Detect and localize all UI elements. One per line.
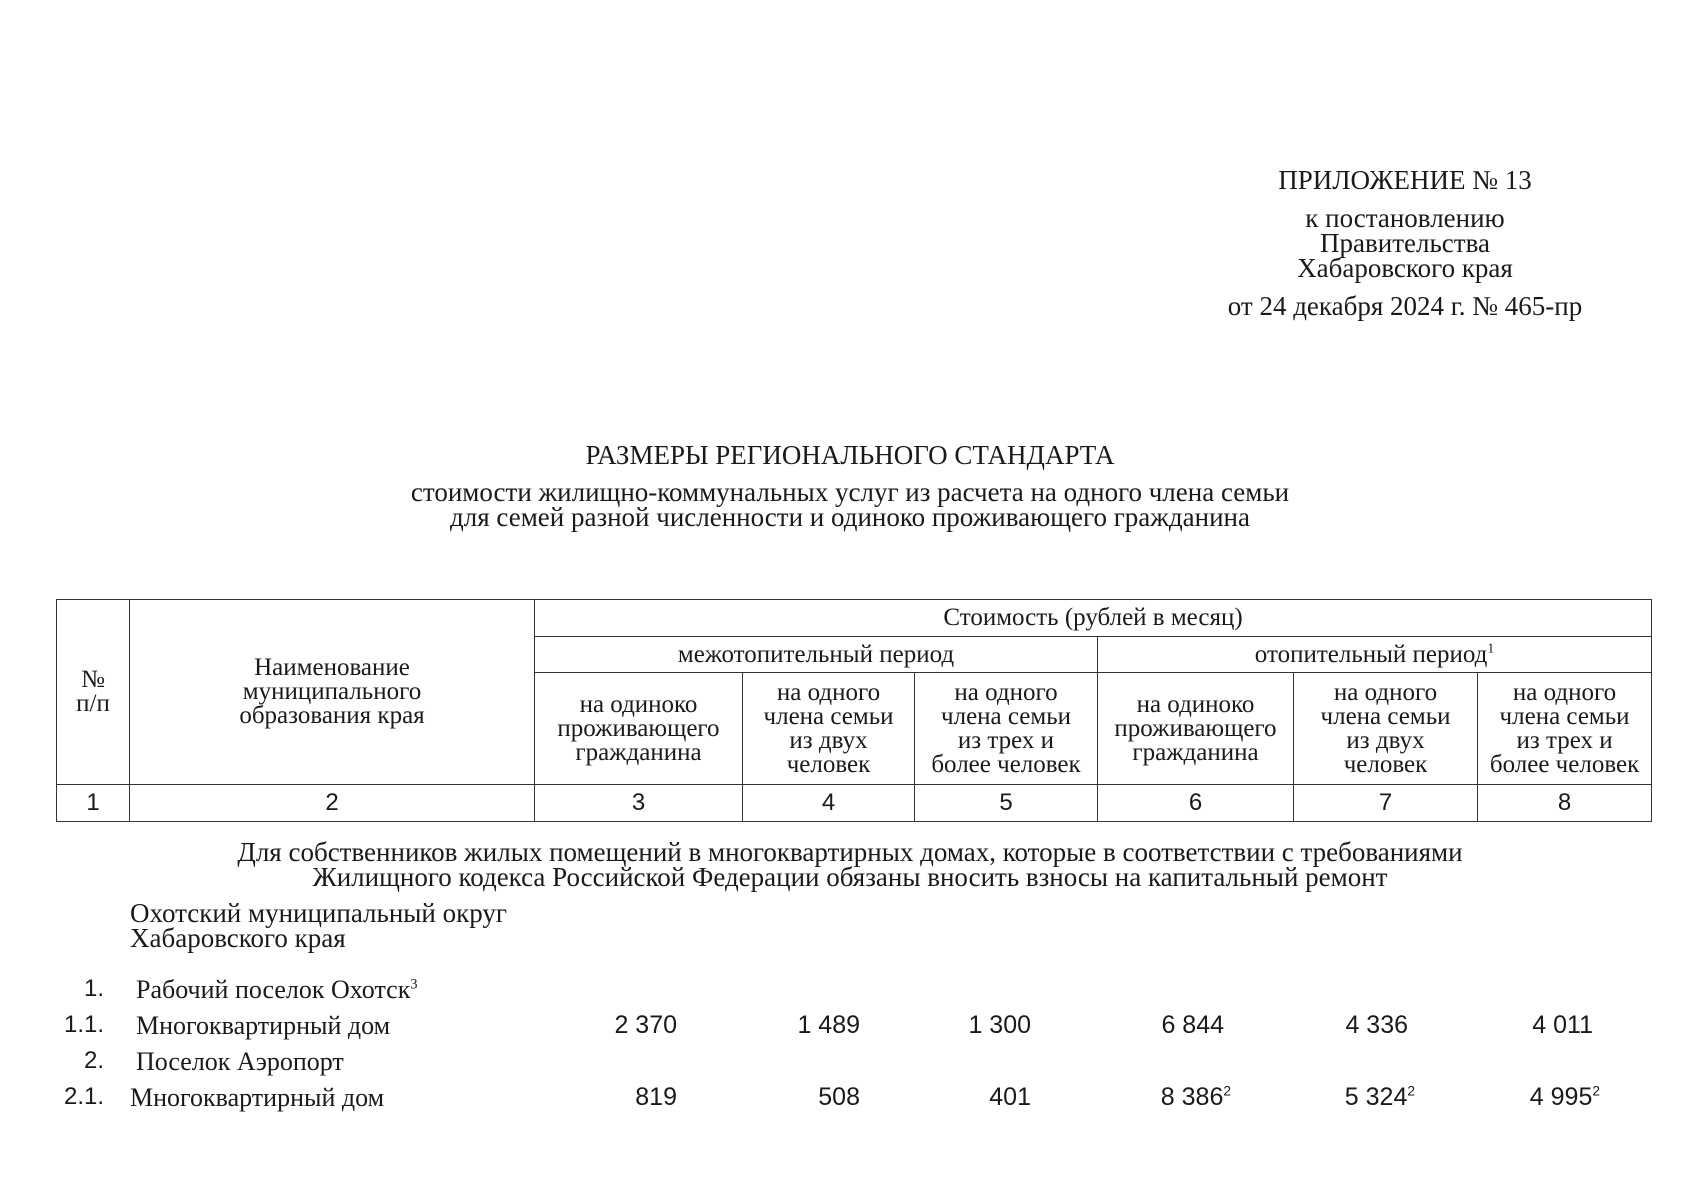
- column-index: 5: [915, 785, 1098, 822]
- column-index: 8: [1478, 785, 1652, 822]
- column-index: 7: [1294, 785, 1478, 822]
- value-cell: [1345, 1083, 1415, 1112]
- subheader-line: из трех и: [1516, 726, 1613, 754]
- column-number-header: [57, 600, 130, 785]
- subheader-line: гражданина: [1132, 738, 1259, 766]
- value-footnote: 2: [1223, 1083, 1231, 1099]
- value-cell: [1161, 1083, 1231, 1112]
- appendix-line-3: Хабаровского края: [1297, 253, 1513, 283]
- subheader-two-heating: [1294, 673, 1478, 785]
- subheader-line: на одного: [1512, 678, 1617, 706]
- value-text: 8 386: [1160, 1083, 1224, 1111]
- column-number-header-line: п/п: [76, 690, 110, 717]
- column-name-header-line: муниципального: [242, 678, 422, 705]
- value-text: 4 995: [1529, 1083, 1593, 1111]
- appendix-date: от 24 декабря 2024 г. № 465-пр: [1227, 291, 1583, 321]
- value-cell: [1530, 1083, 1600, 1112]
- subheader-line: более человек: [931, 750, 1081, 778]
- subheader-line: проживающего: [1114, 714, 1277, 742]
- district-heading: [130, 898, 507, 953]
- table-row: [0, 975, 1697, 1007]
- value-cell: 1 300: [968, 1011, 1031, 1039]
- appendix-block: [1195, 165, 1615, 321]
- document-title-block: [300, 440, 1400, 532]
- subheader-line: из двух: [1346, 726, 1425, 754]
- row-name: [136, 975, 417, 1005]
- subheader-line: из двух: [789, 726, 868, 754]
- district-line-1: Охотский муниципальный округ: [130, 898, 507, 928]
- column-name-header: [130, 600, 535, 785]
- column-index: 1: [57, 785, 130, 822]
- subheader-three-inter: [915, 673, 1098, 785]
- subheader-line: проживающего: [557, 714, 720, 742]
- value-footnote: 2: [1592, 1083, 1600, 1099]
- row-name: Многоквартирный дом: [136, 1011, 391, 1040]
- value-cell: 6 844: [1161, 1011, 1224, 1039]
- district-line-2: Хабаровского края: [130, 923, 346, 953]
- heating-period-label: отопительный период: [1254, 640, 1488, 668]
- section-note: [110, 837, 1590, 892]
- appendix-number: ПРИЛОЖЕНИЕ № 13: [1278, 165, 1532, 195]
- section-note-line-2: Жилищного кодекса Российской Федерации обязаны вносить взносы на капитальный ремонт: [312, 862, 1388, 892]
- value-cell: 4 336: [1345, 1011, 1408, 1039]
- subheader-single-heating: [1098, 673, 1294, 785]
- heating-period-footnote: 1: [1487, 640, 1495, 656]
- subheader-two-inter: [743, 673, 915, 785]
- subheader-line: на одного: [1333, 678, 1438, 706]
- subheader-line: из трех и: [957, 726, 1055, 754]
- document-subtitle-2: для семей разной численности и одиноко проживающего гражданина: [450, 502, 1250, 532]
- subheader-line: члена семьи: [1499, 702, 1630, 730]
- column-index: 4: [743, 785, 915, 822]
- row-name: Поселок Аэропорт: [136, 1047, 344, 1076]
- subheader-line: человек: [1343, 750, 1428, 778]
- appendix-line-2: Правительства: [1320, 228, 1490, 258]
- column-name-header-line: Наименование: [254, 654, 410, 681]
- subheader-single-inter: [535, 673, 743, 785]
- table-row: [0, 1047, 1697, 1079]
- value-cell: 508: [818, 1083, 860, 1111]
- row-number: 1.: [83, 975, 104, 1002]
- subheader-line: члена семьи: [1320, 702, 1451, 730]
- subheader-line: на одиноко: [1136, 690, 1255, 718]
- column-index: 3: [535, 785, 743, 822]
- subheader-line: на одиноко: [579, 690, 698, 718]
- subheader-line: более человек: [1489, 750, 1640, 778]
- row-number: 2.1.: [63, 1083, 104, 1110]
- subheader-line: человек: [786, 750, 871, 778]
- column-index: 2: [130, 785, 535, 822]
- value-cell: 4 011: [1532, 1011, 1593, 1039]
- column-index: 6: [1098, 785, 1294, 822]
- subheader-line: на одного: [954, 678, 1058, 706]
- subheader-line: члена семьи: [763, 702, 894, 730]
- table-row: [0, 1083, 1697, 1115]
- standard-table-header: [56, 599, 1652, 822]
- value-cell: 2 370: [614, 1011, 677, 1039]
- subheader-line: члена семьи: [941, 702, 1071, 730]
- table-row: [0, 1011, 1697, 1043]
- column-name-header-line: образования края: [239, 702, 425, 729]
- row-name-footnote: 3: [410, 976, 418, 993]
- row-number: 2.: [83, 1047, 104, 1074]
- row-name-text: Рабочий поселок Охотск: [136, 975, 411, 1004]
- inter-heating-period-header: межотопительный период: [535, 637, 1098, 673]
- value-text: 5 324: [1344, 1083, 1408, 1111]
- value-cell: 819: [635, 1083, 677, 1111]
- row-name: Многоквартирный дом: [130, 1083, 385, 1112]
- subheader-line: гражданина: [575, 738, 702, 766]
- subheader-three-heating: [1478, 673, 1652, 785]
- subheader-line: на одного: [776, 678, 881, 706]
- document-title: РАЗМЕРЫ РЕГИОНАЛЬНОГО СТАНДАРТА: [585, 440, 1115, 470]
- document-subtitle-1: стоимости жилищно-коммунальных услуг из расчета на одного члена семьи: [410, 477, 1290, 507]
- heating-period-header: [1098, 637, 1652, 673]
- section-note-line-1: Для собственников жилых помещений в многоквартирных домах, которые в соответствии с требованиями: [237, 837, 1463, 867]
- value-cell: 1 489: [797, 1011, 860, 1039]
- appendix-line-1: к постановлению: [1305, 203, 1505, 233]
- value-footnote: 2: [1407, 1083, 1415, 1099]
- row-number: 1.1.: [63, 1011, 104, 1038]
- cost-header: Стоимость (рублей в месяц): [535, 600, 1652, 637]
- column-number-header-line: №: [81, 666, 105, 693]
- value-cell: 401: [989, 1083, 1031, 1111]
